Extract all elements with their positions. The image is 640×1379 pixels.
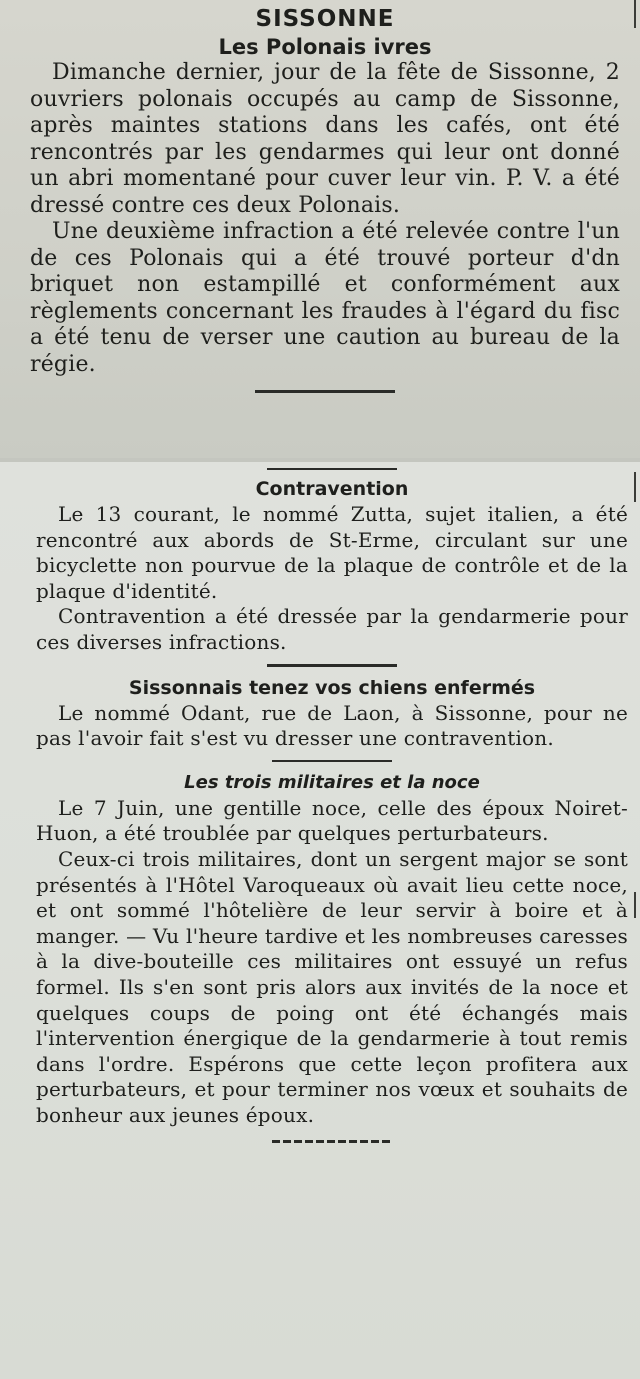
article-headline-chiens: Sissonnais tenez vos chiens enfermés — [128, 676, 536, 699]
article-headline-militaires: Les trois militaires et la noce — [184, 771, 480, 793]
article-paragraph: Dimanche dernier, jour de la fête de Sissonne, 2 ouvriers polonais occupés au camp de Sissonne, après maintes stations dans les cafés, ont été rencontrés par les gendarmes qui leur ont donné un abri momentané pour cuver leur vin. P. V. a été dressé contre ces deux Polonais. — [30, 60, 620, 218]
article-headline-polonais: Les Polonais ivres — [218, 35, 432, 59]
newspaper-clipping-faits-divers — [0, 462, 640, 1379]
section-rule — [267, 664, 397, 667]
article-paragraph: Le 7 Juin, une gentille noce, celle des époux Noiret-Huon, a été troublée par quelques perturbateurs. — [36, 795, 628, 846]
end-rule — [272, 1140, 392, 1143]
article-headline-contravention: Contravention — [255, 478, 409, 500]
edge-mark — [634, 0, 636, 28]
article-paragraph: Une deuxième infraction a été relevée contre l'un de ces Polonais qui a été trouvé porteur d'dn briquet non estampillé et conformément aux règlements concernant les fraudes à l'égard du fisc a été tenu de verser une caution au bureau de la régie. — [30, 219, 620, 377]
edge-mark — [634, 472, 636, 502]
section-rule — [272, 760, 392, 762]
end-rule — [255, 390, 395, 393]
article-paragraph: Ceux-ci trois militaires, dont un sergent major se sont présentés à l'Hôtel Varoqueaux où avait lieu cette noce, et ont sommé l'hôtelière de leur servir à boire et à manger. — Vu l'heure tardive et les nombreuses caresses à la dive-bouteille ces militaires ont essuyé un refus formel. Ils s'en sont pris alors aux invités de la noce et quelques coups de poing ont été échangés mais l'intervention énergique de la gendarmerie à tout remis dans l'ordre. Espérons que cette leçon profitera aux perturbateurs, et pour terminer nos vœux et souhaits de bonheur aux jeunes époux. — [36, 846, 628, 1127]
clipping-title: SISSONNE — [255, 6, 395, 32]
article-paragraph: Le 13 courant, le nommé Zutta, sujet italien, a été rencontré aux abords de St-Erme, circulant sur une bicyclette non pourvue de la plaque de contrôle et de la plaque d'identité. — [36, 502, 628, 603]
article-paragraph: Le nommé Odant, rue de Laon, à Sissonne, pour ne pas l'avoir fait s'est vu dresser une contravention. — [36, 700, 628, 751]
top-rule — [267, 468, 397, 470]
article-paragraph: Contravention a été dressée par la gendarmerie pour ces diverses infractions. — [36, 604, 628, 654]
newspaper-clipping-sissonne — [0, 0, 640, 458]
edge-mark — [634, 892, 636, 918]
